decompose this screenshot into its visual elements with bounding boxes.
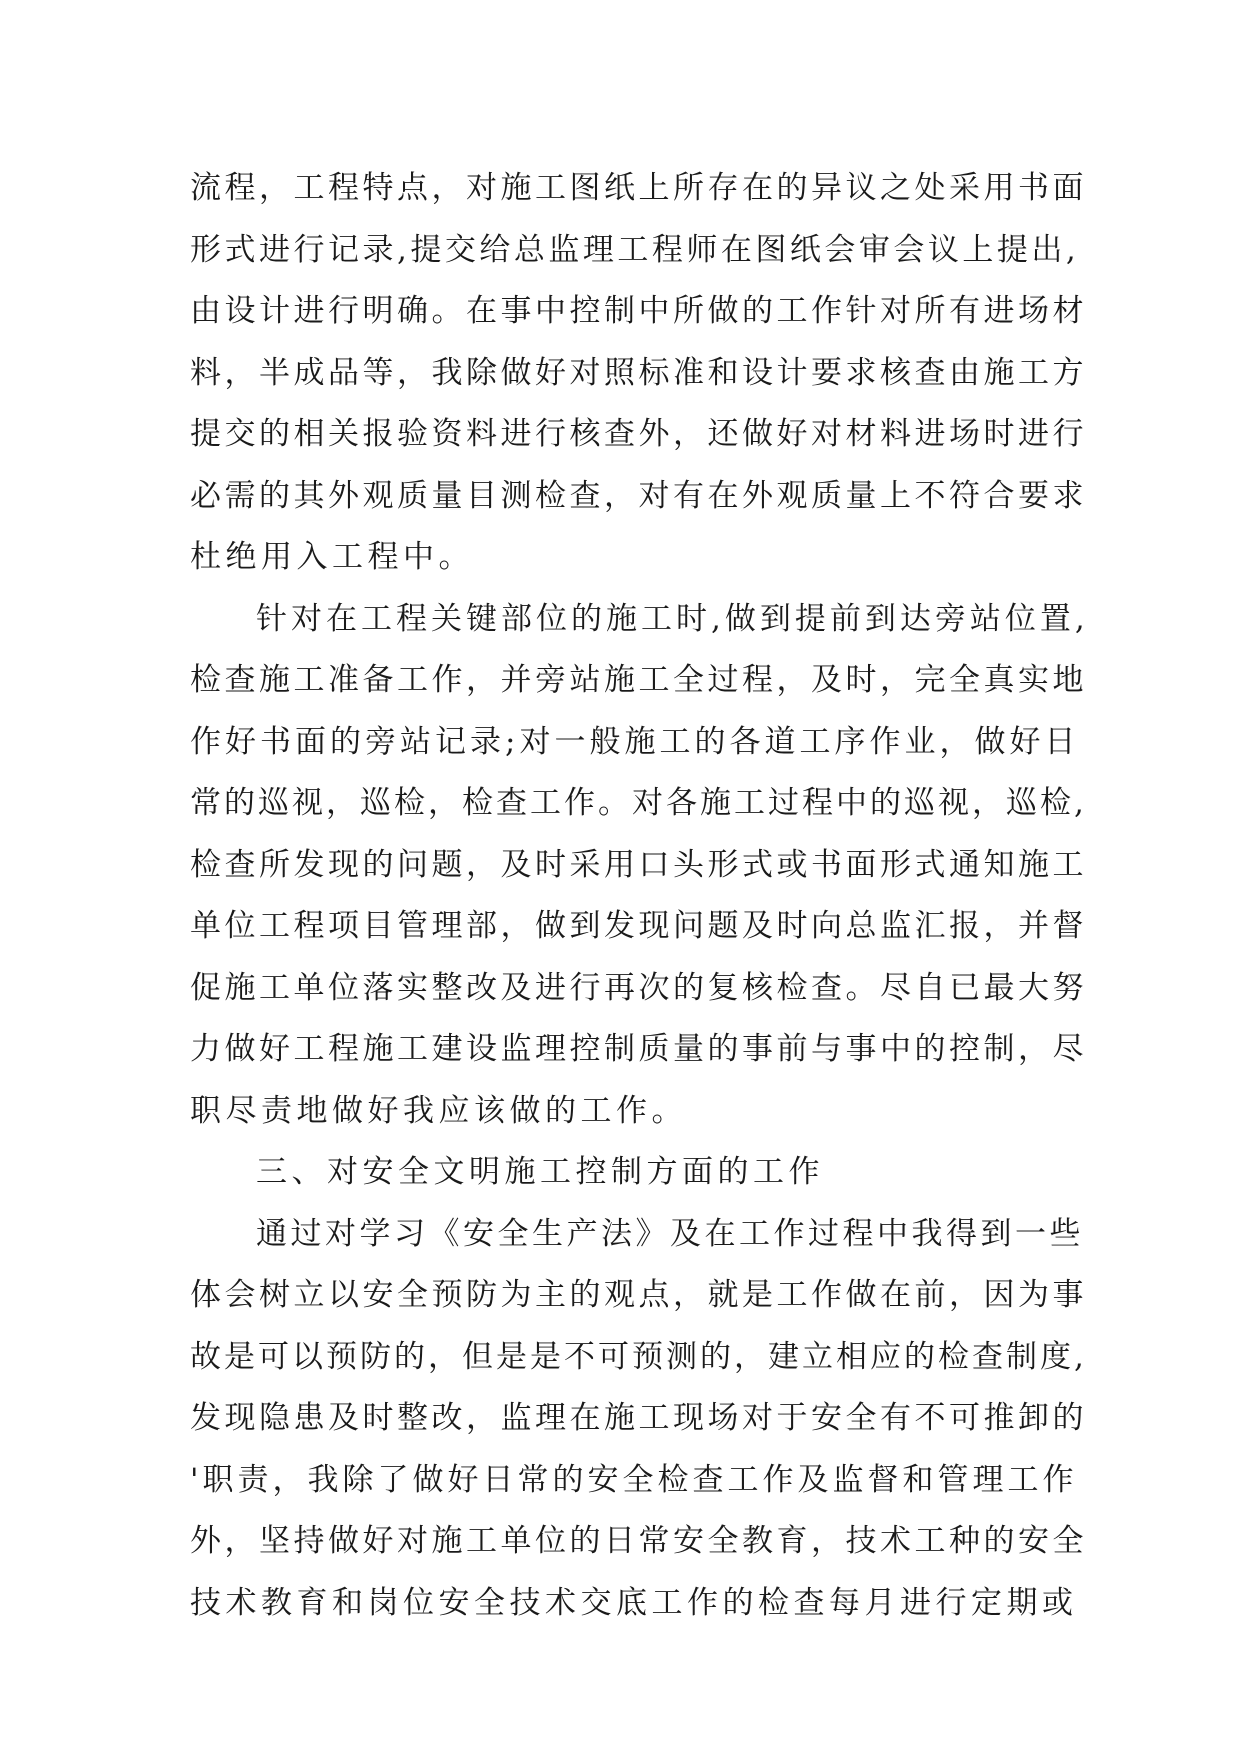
text-line: 形式进行记录,提交给总监理工程师在图纸会审会议上提出, xyxy=(190,231,1080,268)
paragraph-first-line: 通过对学习《安全生产法》及在工作过程中我得到一些 xyxy=(256,1215,1084,1252)
text-line: 料，半成品等，我除做好对照标准和设计要求核查由施工方 xyxy=(190,354,1087,391)
text-line: 由设计进行明确。在事中控制中所做的工作针对所有进场材 xyxy=(190,293,1087,329)
text-line: 提交的相关报验资料进行核查外，还做好对材料进场时进行 xyxy=(190,416,1087,452)
paragraph-first-line: 针对在工程关键部位的施工时,做到提前到达旁站位置, xyxy=(256,600,1089,637)
text-line: 检查所发现的问题，及时采用口头形式或书面形式通知施工 xyxy=(190,846,1087,883)
text-line: 职尽责地做好我应该做的工作。 xyxy=(190,1092,687,1129)
text-line: 技术教育和岗位安全技术交底工作的检查每月进行定期或 xyxy=(190,1584,1078,1621)
document-body xyxy=(190,158,1090,1634)
text-line: 体会树立以安全预防为主的观点，就是工作做在前，因为事 xyxy=(190,1277,1087,1313)
text-line: 外，坚持做好对施工单位的日常安全教育，技术工种的安全 xyxy=(190,1523,1087,1559)
text-line: 发现隐患及时整改，监理在施工现场对于安全有不可推卸的 xyxy=(190,1400,1087,1436)
text-line: 作好书面的旁站记录;对一般施工的各道工序作业，做好日 xyxy=(190,723,1080,760)
text-line: 力做好工程施工建设监理控制质量的事前与事中的控制，尽 xyxy=(190,1031,1087,1067)
text-line: 常的巡视，巡检，检查工作。对各施工过程中的巡视，巡检, xyxy=(190,785,1087,821)
text-line: 故是可以预防的，但是是不可预测的，建立相应的检查制度, xyxy=(190,1338,1087,1375)
text-line: 检查施工准备工作，并旁站施工全过程，及时，完全真实地 xyxy=(190,662,1087,698)
text-line: '职责，我除了做好日常的安全检查工作及监督和管理工作 xyxy=(190,1461,1078,1498)
section-heading: 三、对安全文明施工控制方面的工作 xyxy=(256,1154,824,1190)
text-line: 促施工单位落实整改及进行再次的复核检查。尽自已最大努 xyxy=(190,969,1087,1006)
text-line: 必需的其外观质量目测检查，对有在外观质量上不符合要求 xyxy=(190,477,1087,514)
text-line: 流程，工程特点，对施工图纸上所存在的异议之处采用书面 xyxy=(190,170,1087,206)
text-line: 杜绝用入工程中。 xyxy=(190,539,474,575)
text-line: 单位工程项目管理部，做到发现问题及时向总监汇报，并督 xyxy=(190,908,1087,944)
